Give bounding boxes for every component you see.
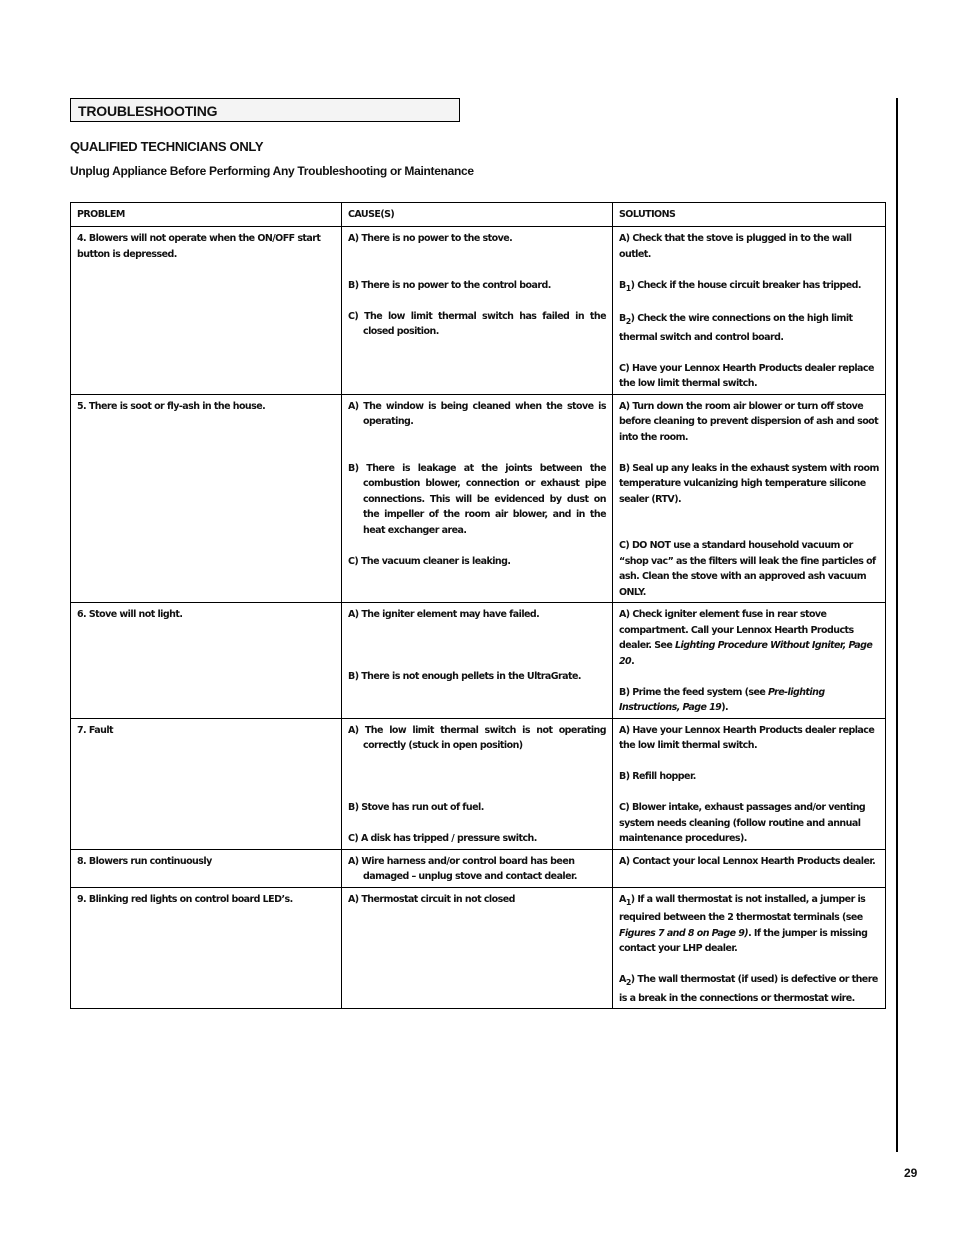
solution-item: A) Contact your local Lennox Hearth Products dealer.: [619, 855, 876, 867]
troubleshooting-table: [70, 202, 886, 1009]
table-row: [71, 603, 886, 719]
cause-item: C) A disk has tripped / pressure switch.: [348, 832, 537, 844]
causes-cell: [342, 718, 613, 849]
table-row: [71, 849, 886, 887]
problem-cell: [71, 603, 342, 719]
problem-text: 6. Stove will not light.: [77, 609, 183, 621]
cause-item: A) The window is being cleaned when the stove is operating.: [348, 400, 606, 428]
solutions-cell: [613, 849, 886, 887]
solution-item: A) Have your Lennox Hearth Products dealer replace the low limit thermal switch.: [619, 724, 875, 752]
column-header-solutions: SOLUTIONS: [613, 203, 886, 227]
causes-cell: [342, 849, 613, 887]
table-row: [71, 718, 886, 849]
causes-cell: [342, 603, 613, 719]
solution-item: $A_2$) The wall thermostat (if used) is defective or there is a break in the connections or thermostat wire.: [619, 974, 878, 1004]
problem-text: 7. Fault: [77, 724, 114, 736]
section-title: TROUBLESHOOTING: [70, 98, 460, 122]
solution-item: C) Blower intake, exhaust passages and/or venting system needs cleaning (follow routine and annual maintenance procedures).: [619, 802, 866, 845]
causes-cell: [342, 887, 613, 1008]
cause-item: C) The vacuum cleaner is leaking.: [348, 555, 511, 567]
table-row: [71, 394, 886, 603]
causes-cell: [342, 227, 613, 395]
cause-item: A) The low limit thermal switch is not operating correctly (stuck in open position): [348, 724, 606, 752]
solutions-cell: [613, 603, 886, 719]
unplug-warning: Unplug Appliance Before Performing Any Troubleshooting or Maintenance: [70, 164, 474, 178]
cause-item: A) There is no power to the stove.: [348, 233, 513, 244]
problem-cell: [71, 849, 342, 887]
solution-item: $A_1$) If a wall thermostat is not installed, a jumper is required between the 2 thermostat terminals (see Figures 7 and 8 on Page 9). If the jumper is missing contact your LHP dealer.: [619, 893, 868, 955]
solutions-cell: [613, 227, 886, 395]
cause-item: B) There is no power to the control board.: [348, 279, 551, 291]
problem-cell: [71, 227, 342, 395]
solutions-cell: [613, 718, 886, 849]
cause-item: B) There is leakage at the joints between the combustion blower, connection or exhaust pipe connections. This will be evidenced by dust on the impeller of the room air blower, and in the heat exchanger area.: [348, 462, 606, 536]
solution-item: A) Check that the stove is plugged in to the wall outlet.: [619, 233, 852, 260]
solution-item: C) DO NOT use a standard household vacuum or “shop vac” as the filters will leak the fine particles of ash. Clean the stove with an approved ash vacuum ONLY.: [619, 540, 876, 598]
solutions-cell: [613, 394, 886, 603]
cause-item: B) Stove has run out of fuel.: [348, 801, 484, 813]
column-header-causes: CAUSE(S): [342, 203, 613, 227]
problem-cell: [71, 394, 342, 603]
qualified-heading: QUALIFIED TECHNICIANS ONLY: [70, 139, 264, 154]
solution-item: C) Have your Lennox Hearth Products dealer replace the low limit thermal switch.: [619, 362, 874, 390]
causes-cell: [342, 394, 613, 603]
cause-item: A) The igniter element may have failed.: [348, 609, 540, 621]
problem-text: 5. There is soot or fly-ash in the house.: [77, 400, 266, 412]
solution-item: B) Seal up any leaks in the exhaust system with room temperature vulcanizing high temperature silicone sealer (RTV).: [619, 462, 879, 505]
cause-item: B) There is not enough pellets in the UltraGrate.: [348, 670, 581, 682]
cause-item: C) The low limit thermal switch has failed in the closed position.: [348, 310, 606, 337]
problem-text: 4. Blowers will not operate when the ON/OFF start button is depressed.: [77, 233, 321, 260]
solution-item: $B_1$) Check if the house circuit breaker has tripped.: [619, 279, 861, 293]
page-number: 29: [904, 1166, 918, 1180]
page-rule: [896, 98, 898, 1152]
cause-item: A) Thermostat circuit in not closed: [348, 893, 515, 905]
problem-text: 9. Blinking red lights on control board LED’s.: [77, 893, 293, 905]
solution-item: A) Check igniter element fuse in rear stove compartment. Call your Lennox Hearth Products dealer. See Lighting Procedure Without Igniter, Page 20.: [619, 609, 873, 667]
column-header-problem: PROBLEM: [71, 203, 342, 227]
cause-item: A) Wire harness and/or control board has been damaged – unplug stove and contact dealer.: [348, 855, 577, 883]
solution-item: $B_2$) Check the wire connections on the high limit thermal switch and control board.: [619, 313, 853, 343]
table-row: [71, 227, 886, 395]
problem-text: 8. Blowers run continuously: [77, 855, 212, 867]
solution-item: B) Refill hopper.: [619, 771, 696, 783]
problem-cell: [71, 718, 342, 849]
solutions-cell: [613, 887, 886, 1008]
problem-cell: [71, 887, 342, 1008]
table-row: [71, 887, 886, 1008]
solution-item: A) Turn down the room air blower or turn off stove before cleaning to prevent dispersion of ash and soot into the room.: [619, 400, 879, 443]
solution-item: B) Prime the feed system (see Pre-lighting Instructions, Page 19).: [619, 686, 825, 714]
table-header-row: [71, 203, 886, 227]
